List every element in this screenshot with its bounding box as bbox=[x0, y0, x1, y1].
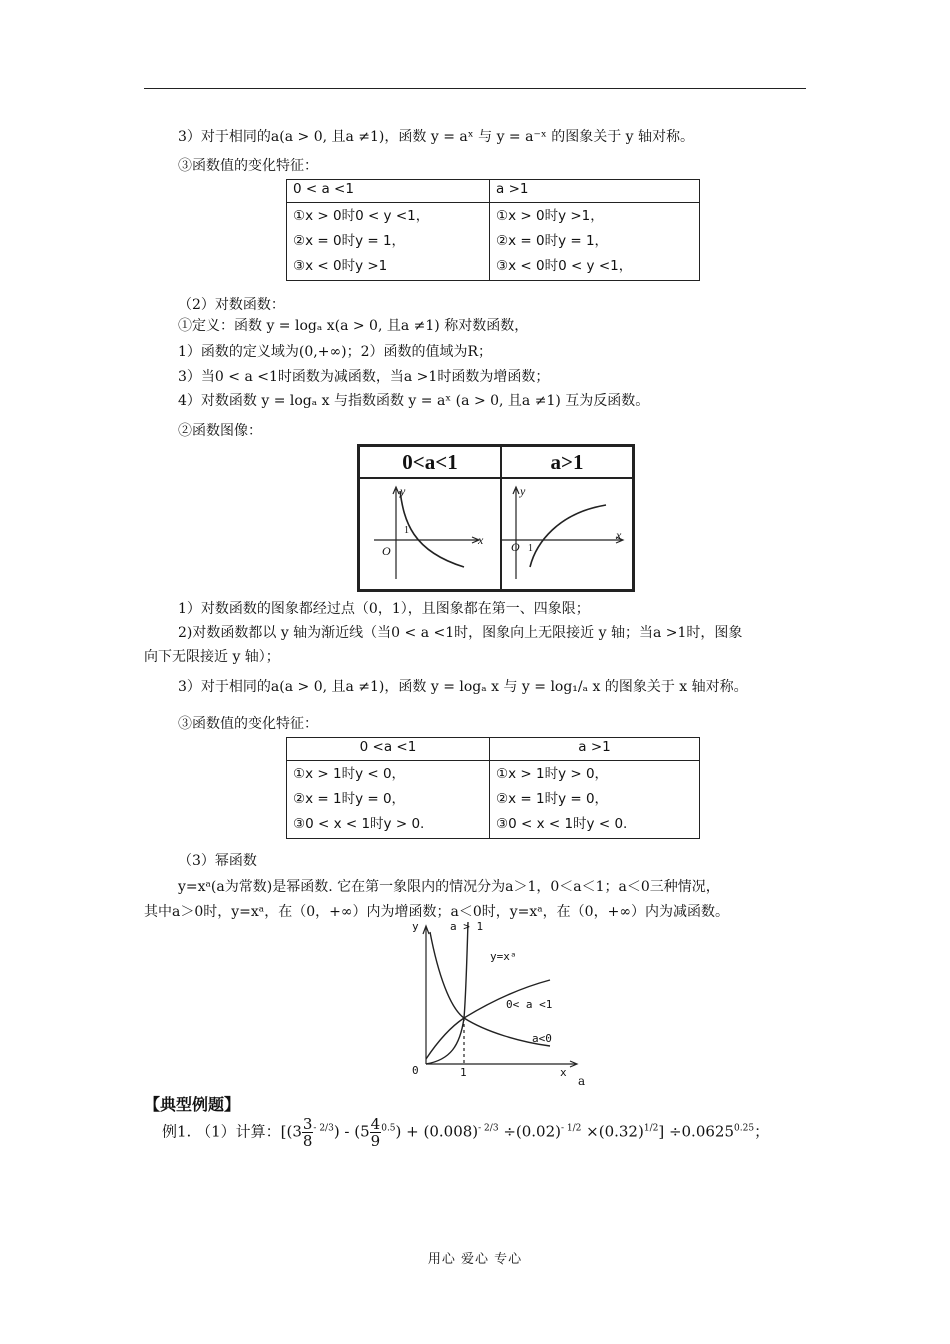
exp-table-header-right: a >1 bbox=[490, 180, 700, 203]
fraction-denominator: 9 bbox=[370, 1132, 381, 1150]
log-feature-title: ③函数值的变化特征： bbox=[178, 716, 318, 732]
log-section-title: （2）对数函数： bbox=[178, 297, 285, 313]
power-graph-x-label: x bbox=[560, 1066, 567, 1079]
log-graph-title: ②函数图像： bbox=[178, 423, 262, 439]
log-left-row: ②x = 1时y = 0， bbox=[293, 791, 406, 807]
log-graph-right-tick: 1 bbox=[528, 543, 533, 554]
exp-right-row: ②x = 0时y = 1， bbox=[496, 233, 609, 249]
exponent: 1/2 bbox=[643, 1123, 659, 1134]
log-graph-header-left: 0<a<1 bbox=[360, 447, 500, 479]
power-section-title: （3）幂函数 bbox=[178, 853, 257, 869]
exponent: - 2/3 bbox=[313, 1123, 334, 1134]
example-1 bbox=[162, 1116, 769, 1149]
power-graph-origin: 0 bbox=[412, 1064, 419, 1077]
exp-table-header-left: 0 < a <1 bbox=[287, 180, 490, 203]
log-property-3: 3）对于相同的a(a > 0, 且a ≠1)，函数 y = logₐ x 与 y = log₁/ₐ x 的图象关于 x 轴对称。 bbox=[178, 679, 748, 695]
expr-part: ÷(0.02) bbox=[498, 1122, 561, 1141]
exp-table-right-cell bbox=[490, 203, 700, 281]
log-right-row: ②x = 1时y = 0， bbox=[496, 791, 609, 807]
fraction-numerator: 3 bbox=[302, 1115, 313, 1133]
power-graph-tick: 1 bbox=[460, 1066, 467, 1079]
power-graph-label-formula: y=xᵃ bbox=[490, 950, 517, 963]
exp-right-row: ①x > 0时y >1， bbox=[496, 208, 604, 224]
log-graph-right-y-label: y bbox=[520, 484, 526, 498]
log-definition: ①定义：函数 y = logₐ x(a > 0, 且a ≠1) 称对数函数， bbox=[178, 318, 529, 334]
log-graph-figure bbox=[357, 444, 635, 592]
mixed-fraction-1 bbox=[302, 1116, 314, 1149]
expr-part: [(3 bbox=[280, 1122, 302, 1141]
exp-feature-title: ③函数值的变化特征： bbox=[178, 158, 318, 174]
exp-right-row: ③x < 0时0 < y <1， bbox=[496, 258, 633, 274]
power-graph-figure bbox=[400, 914, 600, 1080]
log-graph-left-y-label: y bbox=[400, 484, 406, 498]
expr-part: ； bbox=[754, 1122, 770, 1141]
log-graph-right-origin: O bbox=[511, 540, 520, 554]
log-graph-svg bbox=[360, 447, 632, 589]
power-graph-label-a-gt-1: a > 1 bbox=[450, 920, 484, 933]
log-table-right-cell bbox=[490, 761, 700, 839]
log-graph-left-origin: O bbox=[382, 544, 391, 558]
expr-part: ×(0.32) bbox=[581, 1122, 644, 1141]
expr-part: ] ÷0.0625 bbox=[658, 1122, 735, 1141]
log-left-row: ①x > 1时y < 0， bbox=[293, 766, 406, 782]
exp-left-row: ①x > 0时0 < y <1， bbox=[293, 208, 430, 224]
log-table-header-right: a >1 bbox=[490, 738, 700, 761]
exponent: 0.25 bbox=[734, 1123, 755, 1134]
log-table-header-left: 0 <a <1 bbox=[287, 738, 490, 761]
power-graph-label-neg: a<0 bbox=[532, 1032, 552, 1045]
expr-part: ) - (5 bbox=[333, 1122, 370, 1141]
header-rule bbox=[144, 88, 806, 89]
exp-left-row: ③x < 0时y >1 bbox=[293, 258, 388, 274]
log-property-1: 1）对数函数的图象都经过点（0，1），且图象都在第一、四象限； bbox=[178, 601, 590, 617]
example-prefix: 例1. （1）计算： bbox=[162, 1122, 281, 1141]
log-property-2b: 向下无限接近 y 轴）； bbox=[144, 649, 280, 665]
fraction-denominator: 8 bbox=[302, 1132, 313, 1150]
exp-table-left-cell bbox=[287, 203, 490, 281]
exponent: - 1/2 bbox=[561, 1123, 582, 1134]
log-domain-range: 1）函数的定义域为(0,+∞)；2）函数的值域为R； bbox=[178, 344, 493, 360]
power-paragraph-2: 其中a＞0时，y=xᵃ，在（0，+∞）内为增函数；a＜0时，y=xᵃ，在（0，+∞）内为减函数。 bbox=[144, 904, 729, 920]
expr-part: ) + (0.008) bbox=[395, 1122, 479, 1141]
log-graph-left-tick: 1 bbox=[404, 525, 409, 536]
log-right-row: ①x > 1时y > 0， bbox=[496, 766, 609, 782]
exponent: - 2/3 bbox=[478, 1123, 499, 1134]
log-inverse: 4）对数函数 y = logₐ x 与指数函数 y = aˣ (a > 0, 且a ≠1) 互为反函数。 bbox=[178, 393, 650, 409]
exp-symmetry-line: 3）对于相同的a(a > 0, 且a ≠1)，函数 y = aˣ 与 y = a⁻ˣ 的图象关于 y 轴对称。 bbox=[178, 129, 695, 145]
log-graph-left-x-label: x bbox=[478, 533, 484, 547]
page-footer: 用心 爱心 专心 bbox=[427, 1252, 523, 1267]
log-left-row: ③0 < x < 1时y > 0. bbox=[293, 816, 425, 832]
log-monotonicity: 3）当0 < a <1时函数为减函数，当a >1时函数为增函数； bbox=[178, 369, 550, 385]
log-graph-header-right: a>1 bbox=[502, 447, 632, 479]
exponent: 0.5 bbox=[381, 1123, 396, 1134]
power-graph-label-mid: 0< a <1 bbox=[506, 998, 553, 1011]
exp-left-row: ②x = 0时y = 1， bbox=[293, 233, 406, 249]
stray-a-label: a bbox=[578, 1074, 586, 1088]
section-heading: 【典型例题】 bbox=[144, 1095, 241, 1114]
power-paragraph-1: y=xᵃ(a为常数)是幂函数. 它在第一象限内的情况分为a＞1，0＜a＜1；a＜0三种情况， bbox=[178, 879, 720, 895]
power-graph-y-label: y bbox=[412, 920, 419, 933]
mixed-fraction-2 bbox=[370, 1116, 382, 1149]
log-property-2a: 2)对数函数都以 y 轴为渐近线（当0 < a <1时，图象向上无限接近 y 轴；当a >1时，图象 bbox=[178, 625, 743, 641]
exp-feature-table bbox=[286, 179, 700, 281]
log-right-row: ③0 < x < 1时y < 0. bbox=[496, 816, 628, 832]
log-feature-table bbox=[286, 737, 700, 839]
log-table-left-cell bbox=[287, 761, 490, 839]
log-graph-right-x-label: x bbox=[616, 528, 622, 542]
fraction-numerator: 4 bbox=[370, 1115, 381, 1133]
